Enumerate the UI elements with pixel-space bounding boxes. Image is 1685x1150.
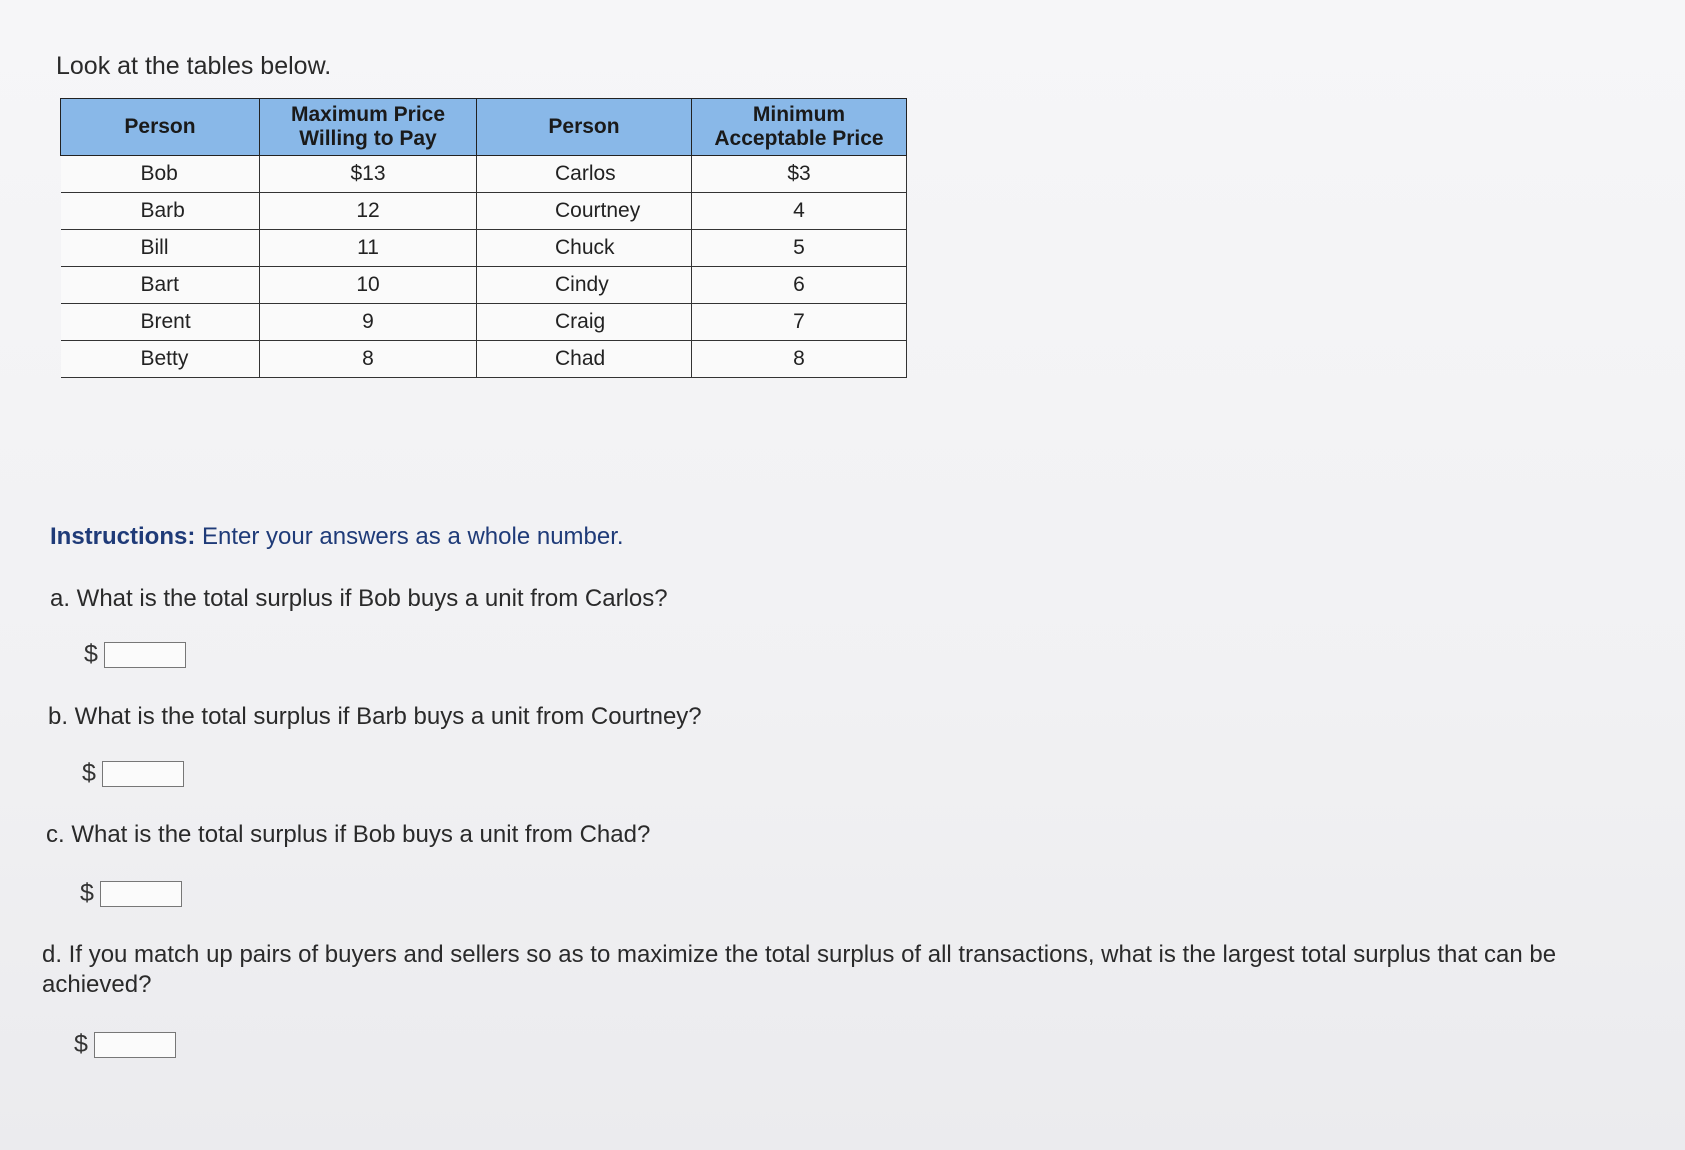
answer-a-input[interactable] — [104, 642, 186, 668]
max-price: 9 — [260, 304, 477, 341]
header-min-price-line2: Acceptable Price — [714, 127, 884, 150]
buyer-name: Barb — [61, 193, 260, 230]
intro-text: Look at the tables below. — [56, 52, 332, 80]
max-price: $13 — [260, 156, 477, 193]
answer-d-row — [74, 1030, 176, 1059]
seller-name: Craig — [477, 304, 692, 341]
seller-name: Courtney — [477, 193, 692, 230]
instructions-text: Enter your answers as a whole number. — [195, 523, 624, 550]
min-price: 4 — [692, 193, 907, 230]
min-price: 8 — [692, 341, 907, 378]
answer-d-input[interactable] — [94, 1032, 176, 1058]
max-price: 12 — [260, 193, 477, 230]
answer-a-row — [84, 640, 186, 669]
min-price: 5 — [692, 230, 907, 267]
instructions — [50, 523, 624, 551]
header-min-price-line1: Minimum — [752, 103, 846, 126]
seller-name: Cindy — [477, 267, 692, 304]
table-row — [61, 341, 907, 378]
table-row — [61, 193, 907, 230]
header-max-price-line1: Maximum Price — [290, 103, 446, 126]
buyer-name: Brent — [61, 304, 260, 341]
table-row — [61, 304, 907, 341]
buyer-name: Bart — [61, 267, 260, 304]
dollar-sign: $ — [80, 879, 94, 907]
question-d: d. If you match up pairs of buyers and sellers so as to maximize the total surplus of all transactions, what is the largest total surplus that can be achieved? — [42, 941, 1557, 998]
answer-b-row — [82, 759, 184, 788]
min-price: 6 — [692, 267, 907, 304]
table-row — [61, 267, 907, 304]
dollar-sign: $ — [82, 759, 96, 787]
buyer-name: Bob — [61, 156, 260, 193]
seller-name: Chad — [477, 341, 692, 378]
header-max-price — [260, 99, 477, 156]
max-price: 8 — [260, 341, 477, 378]
dollar-sign: $ — [84, 640, 98, 668]
dollar-sign: $ — [74, 1030, 88, 1058]
answer-c-input[interactable] — [100, 881, 182, 907]
table-row — [61, 230, 907, 267]
header-seller-person: Person — [477, 99, 692, 156]
min-price: 7 — [692, 304, 907, 341]
table-row — [61, 156, 907, 193]
buyer-name: Bill — [61, 230, 260, 267]
max-price: 10 — [260, 267, 477, 304]
header-buyer-person: Person — [61, 99, 260, 156]
question-b: b. What is the total surplus if Barb buys a unit from Courtney? — [48, 703, 702, 730]
seller-name: Chuck — [477, 230, 692, 267]
price-table — [60, 98, 907, 378]
question-a: a. What is the total surplus if Bob buys a unit from Carlos? — [50, 585, 668, 612]
table-header-row — [61, 99, 907, 156]
seller-name: Carlos — [477, 156, 692, 193]
answer-b-input[interactable] — [102, 761, 184, 787]
instructions-label: Instructions: — [50, 523, 196, 550]
question-c: c. What is the total surplus if Bob buys a unit from Chad? — [46, 821, 651, 848]
max-price: 11 — [260, 230, 477, 267]
header-min-price — [692, 99, 907, 156]
min-price: $3 — [692, 156, 907, 193]
buyer-name: Betty — [61, 341, 260, 378]
answer-c-row — [80, 879, 182, 908]
header-max-price-line2: Willing to Pay — [299, 127, 437, 150]
